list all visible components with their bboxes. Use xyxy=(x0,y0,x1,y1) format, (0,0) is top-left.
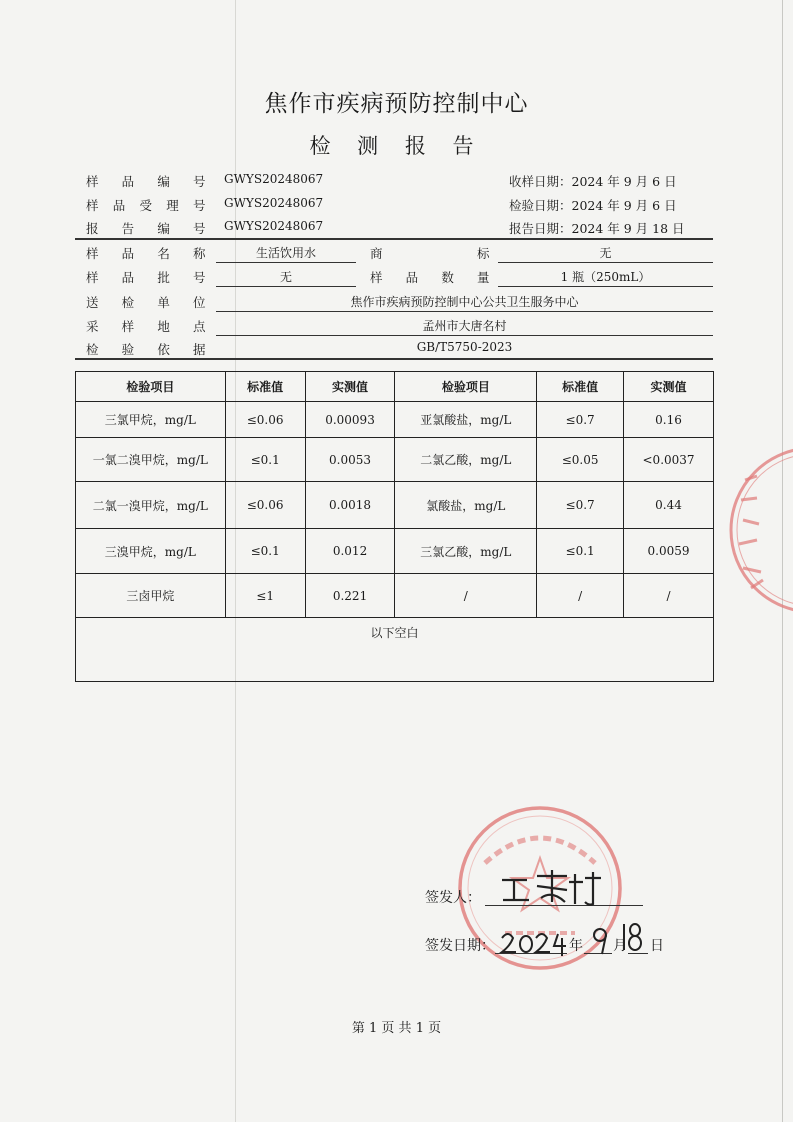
table-cell: ≤0.06 xyxy=(225,402,305,438)
label-char: 检 xyxy=(121,295,135,310)
label-char: 位 xyxy=(193,295,206,310)
unit-underline xyxy=(216,311,713,312)
qty-underline xyxy=(498,286,713,287)
label-char: 验 xyxy=(121,342,135,357)
table-cell: ≤0.05 xyxy=(537,438,624,482)
label-char: 编 xyxy=(157,221,170,236)
receive-date: 收样日期：2024 年 9 月 6 日 xyxy=(509,174,677,189)
year-suffix: 年 xyxy=(569,938,583,954)
report-title: 检 测 报 告 xyxy=(309,134,484,158)
report-date: 报告日期：2024 年 9 月 18 日 xyxy=(509,221,685,236)
table-header-row xyxy=(76,372,714,402)
sample-name-value: 生活饮用水 xyxy=(255,246,316,260)
accept-no-value: GWYS20248067 xyxy=(224,196,324,210)
label-char: 报 xyxy=(86,221,99,236)
table-cell: 0.16 xyxy=(624,402,714,438)
page-footer: 第 1 页 共 1 页 xyxy=(351,1021,442,1036)
signer-label: 签发人： xyxy=(425,890,481,906)
day-suffix: 日 xyxy=(650,938,664,954)
accept-no-label xyxy=(86,196,206,214)
brand-underline xyxy=(498,262,713,263)
place-value: 孟州市大唐名村 xyxy=(422,319,507,333)
label-char: 告 xyxy=(121,221,135,236)
label-char: 样 xyxy=(86,270,99,285)
label-char: 送 xyxy=(86,295,99,310)
month-suffix: 月 xyxy=(613,938,627,954)
table-cell: ≤0.7 xyxy=(537,482,624,529)
label-char: 号 xyxy=(193,221,206,236)
info-divider xyxy=(75,358,713,360)
label-char: 理 xyxy=(166,198,179,213)
header-cell: 检验项目 xyxy=(76,372,226,402)
table-row xyxy=(76,438,714,482)
label-char: 品 xyxy=(121,246,135,261)
label-char: 品 xyxy=(112,198,126,213)
label-char: 单 xyxy=(157,295,170,310)
edge-seal-stamp xyxy=(723,440,793,620)
header-cell: 实测值 xyxy=(624,372,714,402)
table-cell: 0.221 xyxy=(305,574,395,618)
unit-value: 焦作市疾病预防控制中心公共卫生服务中心 xyxy=(350,295,579,309)
brand-value: 无 xyxy=(599,246,612,260)
batch-value: 无 xyxy=(279,270,292,284)
table-cell: 0.0053 xyxy=(305,438,395,482)
table-cell: ≤0.1 xyxy=(225,529,305,574)
header-cell: 标准值 xyxy=(537,372,624,402)
sample-no-label xyxy=(86,172,206,190)
basis-value: GB/T5750-2023 xyxy=(416,340,513,354)
unit-label xyxy=(86,293,206,311)
label-char: 名 xyxy=(157,246,170,261)
table-cell: 0.012 xyxy=(305,529,395,574)
label-char: 号 xyxy=(193,198,206,213)
handwritten-signature xyxy=(497,868,607,908)
sample-name-label xyxy=(86,244,206,262)
label-char: 称 xyxy=(193,246,206,261)
table-cell: 三卤甲烷 xyxy=(76,574,226,618)
handwritten-month xyxy=(590,926,610,956)
place-label xyxy=(86,317,206,335)
label-char: 据 xyxy=(193,342,206,357)
table-cell: 亚氯酸盐，mg/L xyxy=(395,402,537,438)
table-cell: 三溴甲烷，mg/L xyxy=(76,529,226,574)
label-char: 量 xyxy=(477,270,490,285)
label-char: 检 xyxy=(86,342,99,357)
handwritten-day xyxy=(619,920,645,954)
label-char: 样 xyxy=(121,319,135,334)
table-cell: ≤0.1 xyxy=(537,529,624,574)
label-char: 数 xyxy=(441,270,454,285)
label-char: 品 xyxy=(121,174,135,189)
table-cell: 一氯二溴甲烷，mg/L xyxy=(76,438,226,482)
place-underline xyxy=(216,335,713,336)
label-char: 采 xyxy=(86,319,99,334)
table-cell: 0.0059 xyxy=(624,529,714,574)
results-table xyxy=(75,371,714,682)
qty-label xyxy=(370,268,490,286)
table-cell: ≤1 xyxy=(225,574,305,618)
sample-no-value: GWYS20248067 xyxy=(224,172,324,186)
table-cell: ≤0.7 xyxy=(537,402,624,438)
label-char: 样 xyxy=(86,246,99,261)
label-char: 样 xyxy=(86,174,99,189)
label-char: 受 xyxy=(139,198,153,213)
brand-label xyxy=(370,244,490,262)
date-label: 签发日期： xyxy=(425,938,495,954)
label-char: 地 xyxy=(157,319,170,334)
table-cell: ≤0.1 xyxy=(225,438,305,482)
label-char: 样 xyxy=(370,270,383,285)
table-row xyxy=(76,529,714,574)
table-cell: / xyxy=(395,574,537,618)
org-title: 焦作市疾病预防控制中心 xyxy=(264,91,529,117)
label-char: 依 xyxy=(157,342,170,357)
label-char: 品 xyxy=(405,270,419,285)
label-char: 编 xyxy=(157,174,170,189)
table-cell: 三氯乙酸，mg/L xyxy=(395,529,537,574)
label-char: 点 xyxy=(193,319,206,334)
table-row xyxy=(76,482,714,529)
table-cell: 0.0018 xyxy=(305,482,395,529)
table-cell: 0.44 xyxy=(624,482,714,529)
table-cell: / xyxy=(537,574,624,618)
table-cell: 二氯一溴甲烷，mg/L xyxy=(76,482,226,529)
sample-name-underline xyxy=(216,262,356,263)
table-cell: ≤0.06 xyxy=(225,482,305,529)
blank-note: 以下空白 xyxy=(76,618,714,682)
table-cell: / xyxy=(624,574,714,618)
label-char: 商 xyxy=(370,246,383,261)
table-cell: 二氯乙酸，mg/L xyxy=(395,438,537,482)
table-cell: 氯酸盐，mg/L xyxy=(395,482,537,529)
label-char: 标 xyxy=(477,246,490,261)
table-row xyxy=(76,402,714,438)
table-blank-row xyxy=(76,618,714,682)
handwritten-year xyxy=(498,928,568,958)
report-no-label xyxy=(86,219,206,237)
header-cell: 标准值 xyxy=(225,372,305,402)
label-char: 号 xyxy=(193,270,206,285)
batch-label xyxy=(86,268,206,286)
label-char: 号 xyxy=(193,174,206,189)
batch-underline xyxy=(216,286,356,287)
table-cell: <0.0037 xyxy=(624,438,714,482)
header-cell: 检验项目 xyxy=(395,372,537,402)
test-date: 检验日期：2024 年 9 月 6 日 xyxy=(509,198,677,213)
label-char: 样 xyxy=(86,198,99,213)
label-char: 批 xyxy=(157,270,170,285)
label-char: 品 xyxy=(121,270,135,285)
qty-value: 1 瓶（250mL） xyxy=(560,270,651,284)
report-no-value: GWYS20248067 xyxy=(224,219,324,233)
basis-label xyxy=(86,340,206,358)
table-cell: 0.00093 xyxy=(305,402,395,438)
table-cell: 三氯甲烷，mg/L xyxy=(76,402,226,438)
table-row xyxy=(76,574,714,618)
header-divider xyxy=(75,238,713,240)
header-cell: 实测值 xyxy=(305,372,395,402)
